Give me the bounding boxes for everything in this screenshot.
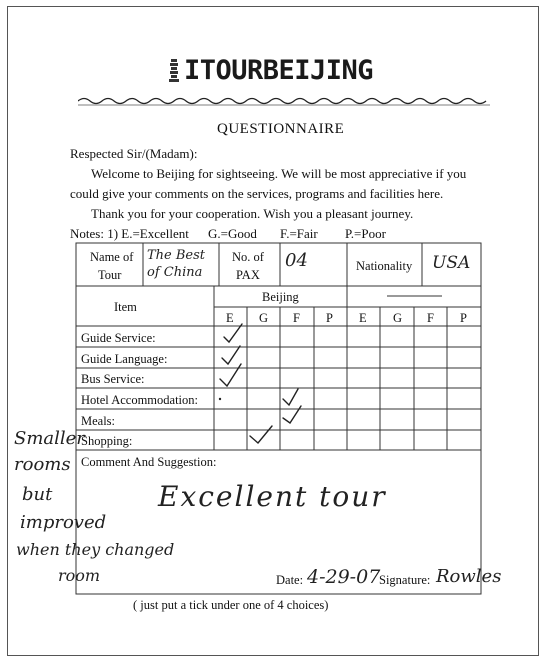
- col-header-f1: F: [293, 311, 300, 325]
- comment-label: Comment And Suggestion:: [81, 455, 217, 469]
- notes-good: G.=Good: [208, 226, 257, 241]
- page-title: QUESTIONNAIRE: [217, 121, 345, 137]
- row-label-guide-language: Guide Language:: [81, 352, 168, 366]
- col-header-p1: P: [326, 311, 333, 325]
- tick-mark: [220, 364, 241, 386]
- row-label-hotel-accommodation: Hotel Accommodation:: [81, 393, 198, 407]
- col-header-g2: G: [393, 311, 403, 325]
- salutation: Respected Sir/(Madam):: [70, 146, 198, 161]
- item-column-header: Item: [114, 300, 137, 314]
- nationality-value: USA: [432, 253, 471, 273]
- city-header-beijing: Beijing: [262, 290, 299, 304]
- tour-value-line-2: of China: [147, 265, 203, 280]
- tick-mark: [283, 406, 301, 423]
- logo-text: ITOURBEIJING: [184, 54, 374, 86]
- col-header-f2: F: [427, 311, 434, 325]
- row-label-guide-service: Guide Service:: [81, 331, 156, 345]
- row-label-shopping: Shopping:: [81, 434, 133, 448]
- notes-poor: P.=Poor: [345, 226, 386, 241]
- col-header-g1: G: [259, 311, 269, 325]
- tour-value-line-1: The Best: [147, 248, 206, 263]
- footer-instruction: ( just put a tick under one of 4 choices): [133, 598, 329, 612]
- name-of-tour-label-2: Tour: [98, 268, 122, 282]
- thanks-line: Thank you for your cooperation. Wish you a pleasant journey.: [91, 206, 414, 221]
- side-note-line-2: rooms: [14, 454, 71, 475]
- side-note-line-4: improved: [20, 512, 107, 533]
- tick-mark: [224, 324, 242, 342]
- welcome-line-2: could give your comments on the services, programs and facilities here.: [70, 186, 444, 201]
- signature-label: Signature:: [379, 573, 431, 587]
- tick-mark: [250, 426, 272, 443]
- pax-value: 04: [285, 250, 308, 271]
- row-label-meals: Meals:: [81, 414, 116, 428]
- welcome-line-1: Welcome to Beijing for sightseeing. We will be most appreciative if you: [91, 166, 467, 181]
- comment-handwritten: Excellent tour: [158, 480, 387, 513]
- date-label: Date:: [276, 573, 304, 587]
- notes-fair: F.=Fair: [280, 226, 318, 241]
- side-note-line-5: when they changed: [16, 540, 175, 559]
- side-note-line-1: Smaller: [14, 428, 85, 449]
- col-header-p2: P: [460, 311, 467, 325]
- signature-value: Rowles: [436, 566, 502, 587]
- no-of-pax-label-1: No. of: [232, 250, 264, 264]
- nationality-label: Nationality: [356, 259, 413, 273]
- col-header-e2: E: [359, 311, 367, 325]
- notes-prefix: Notes: 1) E.=Excellent: [70, 226, 189, 241]
- col-header-e1: E: [226, 311, 234, 325]
- side-note-line-6: room: [58, 566, 101, 585]
- date-value: 4-29-07: [307, 566, 381, 588]
- tick-mark: [222, 346, 240, 364]
- name-of-tour-label-1: Name of: [90, 250, 134, 264]
- tick-mark: [283, 389, 298, 405]
- side-note-line-3: but: [22, 484, 53, 505]
- no-of-pax-label-2: PAX: [236, 268, 260, 282]
- row-label-bus-service: Bus Service:: [81, 372, 145, 386]
